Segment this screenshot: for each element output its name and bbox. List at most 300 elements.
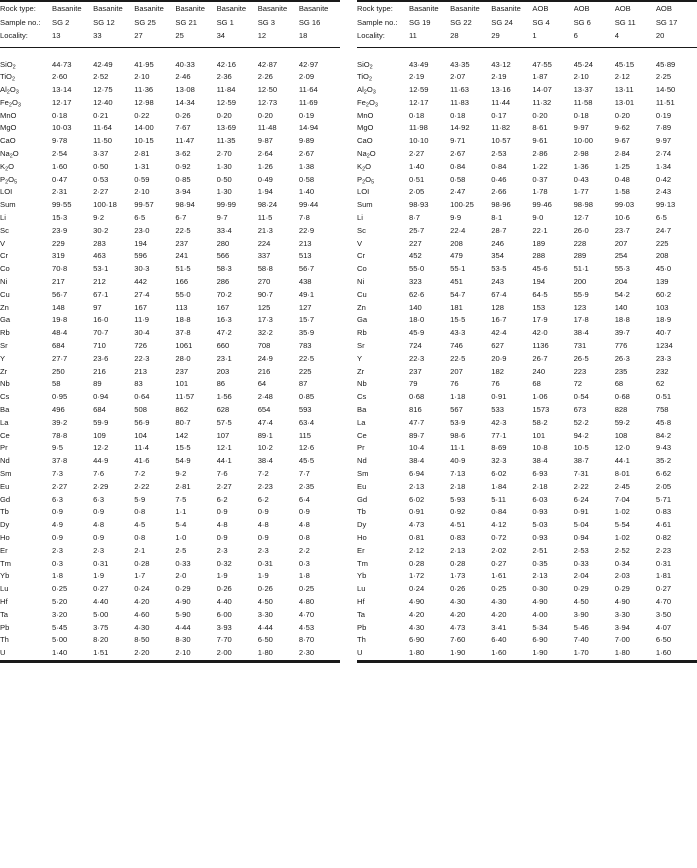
value-cell: 228	[573, 238, 587, 248]
row-label	[0, 494, 52, 507]
row-label-part: Al	[357, 85, 364, 95]
row-label	[0, 199, 52, 212]
value-cell: 7·67	[175, 123, 191, 133]
value-cell: 2·30	[298, 648, 315, 658]
header-cell: 18	[298, 31, 308, 40]
value-cell: 6·3	[93, 494, 105, 504]
table-row	[357, 442, 697, 455]
value-cell: 78·8	[52, 430, 68, 440]
value-cell: 2·00	[216, 648, 232, 658]
row-label-part: Ga	[0, 315, 11, 325]
value-cell: 167	[216, 302, 230, 312]
row-label	[357, 122, 409, 135]
value-cell: 0·47	[52, 174, 68, 184]
value-cell: 87	[298, 379, 308, 389]
value-cell: 2·22	[573, 481, 589, 491]
row-label-part: TiO	[357, 72, 369, 82]
value-cell: 0·26	[175, 110, 191, 120]
value-cell: 26·0	[573, 225, 589, 235]
value-cell: 4·40	[216, 596, 232, 606]
value-cell: 0·9	[52, 532, 63, 542]
value-cell: 2·5	[175, 545, 187, 555]
row-label-part: Gd	[0, 494, 11, 504]
value-cell: 1·22	[532, 161, 548, 171]
row-label	[0, 276, 52, 289]
value-cell: 99·03	[614, 200, 635, 210]
row-label	[0, 532, 52, 545]
row-label	[357, 468, 409, 481]
value-cell: 1·7	[134, 571, 146, 581]
header-cell: 25	[175, 31, 184, 40]
row-label	[357, 455, 409, 468]
row-label-part: Li	[0, 213, 6, 223]
value-cell: 5·9	[134, 494, 146, 504]
row-label	[357, 519, 409, 532]
row-label-subscript: 2	[362, 166, 366, 173]
value-cell: 10·03	[52, 123, 72, 133]
header-cell: Basanite	[298, 4, 329, 13]
row-label-part: Eu	[0, 481, 10, 491]
value-cell: 4·61	[655, 520, 672, 530]
value-cell: 11·35	[216, 136, 236, 146]
row-label	[357, 250, 409, 263]
value-cell: 42·4	[491, 328, 507, 338]
value-cell: 1·06	[532, 392, 548, 402]
value-cell: 6·00	[216, 609, 232, 619]
value-cell: 0·53	[93, 174, 109, 184]
value-cell: 42·3	[491, 417, 507, 427]
value-cell: 533	[491, 405, 504, 415]
value-cell: 51·1	[573, 264, 589, 274]
value-cell: 2·3	[216, 545, 228, 555]
value-cell: 42·16	[216, 59, 236, 69]
value-cell: 28·0	[175, 353, 191, 363]
value-cell: 7·00	[614, 635, 630, 645]
value-cell: 16·7	[491, 315, 507, 325]
row-label-part: Pb	[357, 622, 367, 632]
value-cell: 6·94	[409, 469, 425, 478]
value-cell: 0·31	[655, 558, 672, 568]
table-row	[0, 263, 340, 276]
row-label-part: O	[8, 174, 15, 184]
value-cell: 12·73	[257, 97, 278, 107]
value-cell: 0·84	[491, 507, 507, 517]
value-cell: 11·1	[450, 443, 465, 453]
value-cell: 32·2	[257, 328, 273, 338]
value-cell: 56·7	[52, 289, 68, 299]
value-cell: 0·27	[655, 584, 672, 594]
table-row	[357, 583, 697, 596]
left-header	[0, 2, 340, 43]
row-label-part: Ce	[357, 430, 367, 440]
value-cell: 182	[491, 366, 504, 376]
value-cell: 9·89	[298, 136, 315, 146]
row-label-part: O	[365, 174, 372, 184]
row-label-part: V	[357, 238, 363, 248]
row-label-part: Rb	[357, 328, 367, 338]
value-cell: 55·0	[175, 289, 191, 299]
value-cell: 2·03	[614, 571, 630, 581]
value-cell: 0·94	[93, 392, 109, 402]
value-cell: 70·8	[52, 264, 68, 274]
row-label-part: MnO	[357, 110, 374, 120]
value-cell: 4·20	[450, 609, 466, 619]
row-label	[0, 378, 52, 391]
header-cell: 20	[655, 31, 665, 40]
value-cell: 10·8	[532, 443, 548, 453]
header-cell: SG 16	[298, 17, 321, 27]
value-cell: 2·10	[573, 72, 589, 82]
value-cell: 0·17	[491, 110, 507, 120]
row-label-part: Dy	[0, 520, 10, 530]
value-cell: 2·45	[614, 481, 630, 491]
value-cell: 9·43	[655, 443, 672, 453]
value-cell: 58	[52, 379, 61, 389]
header-cell: 11	[409, 31, 417, 40]
value-cell: 0·31	[93, 558, 109, 568]
row-label	[357, 148, 409, 161]
value-cell: 5·00	[93, 609, 109, 619]
row-label-part: Cr	[0, 251, 9, 261]
row-label	[357, 302, 409, 315]
value-cell: 0·94	[573, 532, 589, 542]
row-label-part: Gd	[357, 494, 368, 504]
value-cell: 6·2	[216, 494, 228, 504]
header-cell: Basanite	[52, 4, 82, 13]
value-cell: 7·3	[52, 469, 63, 478]
value-cell: 11·64	[298, 85, 318, 95]
table-row	[0, 59, 340, 72]
value-cell: 166	[175, 277, 189, 287]
value-cell: 2·31	[52, 187, 68, 197]
value-cell: 70·7	[93, 328, 109, 338]
row-label-part: Hf	[357, 596, 365, 606]
value-cell: 1·02	[614, 507, 630, 517]
row-label-part: O	[11, 97, 18, 107]
value-cell: 0·42	[655, 174, 672, 184]
row-label	[0, 212, 52, 225]
row-label	[0, 366, 52, 379]
value-cell: 47·55	[532, 59, 552, 69]
value-cell: 0·24	[409, 584, 425, 594]
value-cell: 708	[257, 341, 271, 351]
table-row	[357, 302, 697, 315]
value-cell: 67·1	[93, 289, 109, 299]
value-cell: 22·5	[298, 353, 315, 363]
table-row	[357, 609, 697, 622]
row-label-part: U	[357, 648, 363, 658]
row-label-part: Pr	[0, 443, 8, 453]
value-cell: 0·28	[409, 558, 425, 568]
value-cell: 0·72	[491, 532, 507, 542]
header-cell: SG 24	[491, 17, 513, 27]
row-label-part: U	[0, 648, 6, 658]
row-label-part: Co	[0, 264, 10, 274]
value-cell: 43·3	[450, 328, 466, 338]
value-cell: 7·2	[257, 469, 269, 478]
value-cell: 593	[298, 405, 312, 415]
table-row	[357, 545, 697, 558]
value-cell: 232	[655, 366, 669, 376]
value-cell: 9·67	[614, 136, 630, 146]
value-cell: 4·70	[298, 609, 315, 619]
table-row	[357, 622, 697, 635]
table-row	[357, 468, 697, 481]
value-cell: 18·9	[655, 315, 672, 325]
table-row	[357, 647, 697, 660]
value-cell: 208	[655, 251, 669, 261]
row-label	[357, 174, 409, 187]
header-cell: SG 4	[532, 17, 550, 27]
row-label	[357, 583, 409, 596]
row-label-part: Ba	[357, 405, 367, 415]
value-cell: 4·12	[491, 520, 507, 530]
table-row	[0, 481, 340, 494]
value-cell: 0·8	[134, 532, 146, 542]
value-cell: 0·20	[257, 110, 273, 120]
value-cell: 22·9	[298, 225, 315, 235]
value-cell: 9·2	[175, 469, 187, 478]
value-cell: 11·5	[257, 213, 273, 223]
value-cell: 1·60	[52, 161, 68, 171]
row-label-part: Sm	[357, 469, 369, 478]
value-cell: 86	[216, 379, 226, 389]
value-cell: 2·70	[216, 149, 232, 159]
table-row	[0, 314, 340, 327]
value-cell: 37·8	[52, 456, 68, 466]
value-cell: 8·30	[175, 635, 191, 645]
value-cell: 2·23	[257, 481, 273, 491]
value-cell: 1·9	[93, 571, 105, 581]
value-cell: 6·40	[491, 635, 507, 645]
value-cell: 39·2	[52, 417, 68, 427]
value-cell: 42·87	[257, 59, 278, 69]
row-label-part: Yb	[357, 571, 367, 581]
header-cell: Basanite	[93, 4, 123, 13]
value-cell: 0·26	[257, 584, 273, 594]
header-cell: AOB	[655, 4, 672, 13]
value-cell: 0·83	[450, 532, 466, 542]
table-row	[0, 468, 340, 481]
row-label-part: Ba	[0, 405, 10, 415]
value-cell: 1·1	[175, 507, 187, 517]
value-cell: 0·82	[655, 532, 672, 542]
header-cell: SG 17	[655, 17, 678, 27]
table-row	[357, 110, 697, 123]
value-cell: 684	[93, 405, 106, 415]
value-cell: 2·02	[491, 545, 507, 555]
value-cell: 438	[298, 277, 312, 287]
row-label-part: MnO	[0, 110, 17, 120]
value-cell: 6·50	[257, 635, 273, 645]
value-cell: 98·24	[257, 200, 278, 210]
value-cell: 4·50	[573, 596, 589, 606]
header-row	[357, 2, 697, 16]
value-cell: 142	[175, 430, 189, 440]
table-row	[0, 391, 340, 404]
value-cell: 1·31	[134, 161, 150, 171]
value-cell: 10·10	[409, 136, 429, 146]
row-label-part: Co	[357, 264, 367, 274]
row-label	[357, 161, 409, 174]
value-cell: 30·4	[134, 328, 150, 338]
value-cell: 99·57	[134, 200, 154, 210]
row-label	[0, 302, 52, 315]
value-cell: 0·91	[573, 507, 589, 517]
value-cell: 354	[491, 251, 504, 261]
value-cell: 1·36	[573, 161, 589, 171]
left-body-rows	[0, 59, 340, 660]
value-cell: 14·00	[134, 123, 154, 133]
right-header-body	[357, 2, 697, 43]
header-label: Locality:	[357, 31, 385, 40]
table-row	[357, 122, 697, 135]
value-cell: 224	[257, 238, 271, 248]
value-cell: 241	[175, 251, 189, 261]
value-cell: 26·3	[614, 353, 630, 363]
header-cell: SG 19	[409, 17, 431, 27]
row-label	[0, 250, 52, 263]
row-label-part: Cu	[0, 289, 10, 299]
row-label-part: Ta	[357, 609, 366, 619]
value-cell: 0·29	[573, 584, 589, 594]
row-label-subscript: 3	[17, 102, 21, 109]
value-cell: 19·8	[52, 315, 68, 325]
table-row	[357, 430, 697, 443]
value-cell: 8·01	[614, 469, 630, 478]
value-cell: 2·29	[93, 481, 109, 491]
row-label	[0, 327, 52, 340]
table-row	[357, 532, 697, 545]
value-cell: 2·27	[93, 187, 109, 197]
value-cell: 70·2	[216, 289, 232, 299]
value-cell: 1·58	[614, 187, 630, 197]
row-label	[357, 135, 409, 148]
value-cell: 12·50	[257, 85, 278, 95]
table-row	[0, 174, 340, 187]
value-cell: 776	[614, 341, 628, 351]
value-cell: 0·48	[614, 174, 630, 184]
value-cell: 6·2	[257, 494, 269, 504]
value-cell: 2·52	[614, 545, 630, 555]
value-cell: 99·46	[532, 200, 552, 210]
value-cell: 2·19	[491, 72, 507, 82]
value-cell: 38·4	[573, 328, 589, 338]
header-cell: SG 2	[52, 17, 70, 27]
value-cell: 9·97	[655, 136, 672, 146]
value-cell: 2·3	[93, 545, 105, 555]
header-label: Sample no.:	[357, 17, 398, 27]
value-cell: 12·1	[216, 443, 232, 453]
value-cell: 8·50	[134, 635, 150, 645]
value-cell: 98·94	[175, 200, 195, 210]
row-label	[0, 97, 52, 110]
row-label-part: K	[0, 161, 6, 171]
header-cell: 28	[450, 31, 459, 40]
table-row	[0, 110, 340, 123]
value-cell: 2·0	[175, 571, 187, 581]
table-row	[0, 558, 340, 571]
value-cell: 0·49	[257, 174, 273, 184]
value-cell: 0·9	[216, 532, 228, 542]
value-cell: 0·51	[655, 392, 672, 402]
value-cell: 4·60	[134, 609, 150, 619]
value-cell: 0·93	[532, 507, 548, 517]
row-label	[357, 481, 409, 494]
value-cell: 181	[450, 302, 463, 312]
value-cell: 108	[614, 430, 628, 440]
value-cell: 107	[216, 430, 230, 440]
value-cell: 1·81	[655, 571, 672, 581]
value-cell: 4·8	[216, 520, 228, 530]
value-cell: 288	[532, 251, 546, 261]
value-cell: 4·30	[134, 622, 150, 632]
value-cell: 0·51	[409, 174, 425, 184]
value-cell: 9·97	[573, 123, 589, 133]
value-cell: 8·61	[532, 123, 548, 133]
value-cell: 2·2	[298, 545, 310, 555]
row-label-part: Er	[357, 545, 365, 555]
value-cell: 13·11	[614, 85, 634, 95]
value-cell: 6·90	[532, 635, 548, 645]
value-cell: 452	[409, 251, 422, 261]
value-cell: 1·70	[573, 648, 589, 658]
left-body	[0, 59, 340, 660]
value-cell: 59·9	[93, 417, 109, 427]
value-cell: 0·50	[216, 174, 232, 184]
value-cell: 57·5	[216, 417, 232, 427]
table-row	[0, 519, 340, 532]
value-cell: 12·59	[216, 97, 236, 107]
value-cell: 167	[134, 302, 147, 312]
value-cell: 1·72	[409, 571, 425, 581]
table-row	[0, 148, 340, 161]
value-cell: 51·5	[175, 264, 191, 274]
value-cell: 6·90	[409, 635, 425, 645]
value-cell: 68	[532, 379, 541, 389]
value-cell: 1·51	[93, 648, 109, 658]
header-cell: AOB	[573, 4, 590, 13]
value-cell: 38·4	[257, 456, 273, 466]
table-row	[357, 135, 697, 148]
row-label-part: Fe	[0, 97, 9, 107]
value-cell: 56·7	[298, 264, 315, 274]
value-cell: 4·44	[175, 622, 191, 632]
value-cell: 2·3	[52, 545, 63, 555]
value-cell: 5·54	[614, 520, 630, 530]
value-cell: 42·49	[93, 59, 113, 69]
value-cell: 0·95	[52, 392, 68, 402]
value-cell: 1·38	[298, 161, 315, 171]
value-cell: 15·5	[450, 315, 466, 325]
value-cell: 216	[93, 366, 106, 376]
value-cell: 24·7	[655, 225, 672, 235]
value-cell: 12·7	[573, 213, 589, 223]
row-label	[0, 583, 52, 596]
value-cell: 1·9	[216, 571, 228, 581]
value-cell: 0·33	[573, 558, 589, 568]
value-cell: 2·1	[134, 545, 146, 555]
table-row	[357, 378, 697, 391]
value-cell: 6·4	[298, 494, 310, 504]
value-cell: 54·7	[450, 289, 466, 299]
value-cell: 0·9	[52, 507, 63, 517]
value-cell: 18·8	[614, 315, 630, 325]
header-cell: Basanite	[134, 4, 164, 13]
row-label-subscript: 2	[11, 76, 16, 83]
header-cell: 34	[216, 31, 226, 40]
value-cell: 0·35	[532, 558, 548, 568]
